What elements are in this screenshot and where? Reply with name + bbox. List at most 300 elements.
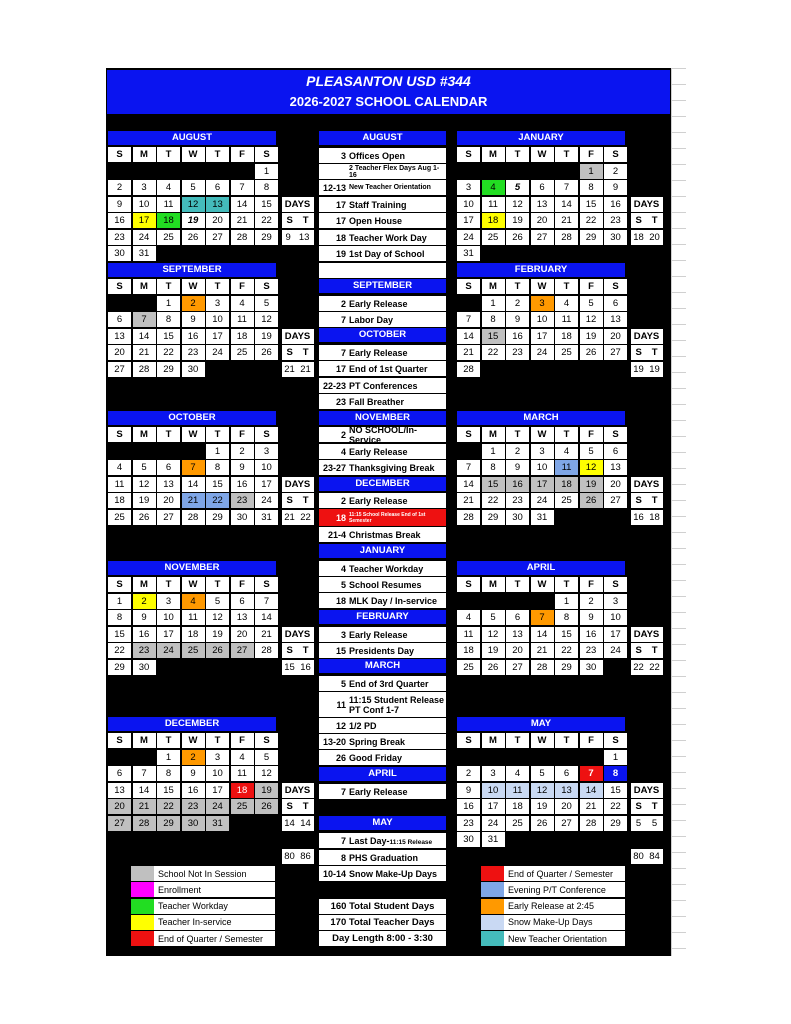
day-cell: 15 <box>157 329 180 344</box>
day-cell: 27 <box>506 660 529 675</box>
day-length: Day Length 8:00 - 3:30 <box>319 931 446 946</box>
day-cell: 8 <box>108 610 131 625</box>
weekday-label: F <box>231 279 254 294</box>
weekday-label: F <box>580 427 603 442</box>
day-cell: 27 <box>604 345 627 360</box>
weekday-label: S <box>604 279 627 294</box>
day-cell: 20 <box>206 213 229 228</box>
day-cell: 13 <box>506 627 529 642</box>
day-cell: 24 <box>531 345 554 360</box>
day-cell: 4 <box>157 180 180 195</box>
day-cell: 24 <box>206 345 229 360</box>
weekday-label: S <box>457 577 480 592</box>
day-cell: 31 <box>457 246 480 261</box>
legend-swatch <box>131 882 154 897</box>
day-cell: 30 <box>580 660 603 675</box>
legend-label: Teacher In-service <box>158 917 232 928</box>
event-row <box>319 833 446 848</box>
event-name: Open House <box>349 215 403 226</box>
legend-label: End of Quarter / Semester <box>158 933 264 944</box>
month-header: JANUARY <box>457 131 625 145</box>
day-cell: 28 <box>457 362 480 377</box>
day-cell: 28 <box>133 362 156 377</box>
day-cell: 24 <box>206 799 229 814</box>
day-cell: 26 <box>255 799 278 814</box>
event-name: End of 1st Quarter <box>349 363 428 374</box>
event-date: 3 <box>340 150 346 161</box>
event-row <box>319 509 446 526</box>
days-count <box>631 230 663 245</box>
day-cell: 5 <box>255 750 278 765</box>
day-cell: 23 <box>182 345 205 360</box>
day-cell: 2 <box>604 164 627 179</box>
day-cell: 8 <box>580 180 603 195</box>
event-row <box>319 424 446 445</box>
days-value: 5 <box>635 817 642 829</box>
event-row <box>319 378 446 393</box>
weekday-label: S <box>255 279 278 294</box>
weekday-label: S <box>604 427 627 442</box>
day-cell: 6 <box>604 296 627 311</box>
quarter-days-header <box>282 493 314 508</box>
event-row <box>319 493 446 508</box>
day-cell: 20 <box>231 627 254 642</box>
day-cell: 17 <box>157 627 180 642</box>
day-cell: 10 <box>157 610 180 625</box>
days-value: 18 <box>633 231 644 243</box>
days-label: DAYS <box>631 477 663 492</box>
legend-swatch <box>481 899 504 914</box>
weekday-label: S <box>108 733 131 748</box>
event-row <box>319 213 446 228</box>
weekday-label: F <box>231 147 254 162</box>
event-row <box>319 148 446 163</box>
t-label: T <box>651 801 658 812</box>
day-cell: 25 <box>231 345 254 360</box>
day-cell: 10 <box>531 460 554 475</box>
weekday-label: T <box>206 733 229 748</box>
day-cell: 18 <box>108 493 131 508</box>
day-cell: 24 <box>482 816 505 831</box>
day-cell: 6 <box>604 444 627 459</box>
event-date: 5 <box>340 579 346 590</box>
event-date: 23-27 <box>322 462 346 473</box>
event-name: 1/2 PD <box>349 720 377 731</box>
day-cell: 16 <box>182 329 205 344</box>
event-name: Labor Day <box>349 314 394 325</box>
days-count <box>282 660 314 675</box>
event-date: 26 <box>335 752 346 763</box>
event-date: 7 <box>340 347 346 358</box>
day-cell: 16 <box>108 213 131 228</box>
day-cell: 18 <box>482 213 505 228</box>
day-cell: 15 <box>206 477 229 492</box>
event-date: 18 <box>335 512 346 523</box>
day-cell: 12 <box>206 610 229 625</box>
day-cell: 8 <box>555 610 578 625</box>
day-cell: 8 <box>157 766 180 781</box>
event-name: 11:15 Student Release PT Conf 1-7 <box>349 694 445 715</box>
day-cell: 22 <box>604 799 627 814</box>
day-cell: 22 <box>108 643 131 658</box>
total-value: 80 <box>633 850 644 862</box>
weekday-label: W <box>531 147 554 162</box>
day-cell: 9 <box>580 610 603 625</box>
day-cell: 22 <box>482 345 505 360</box>
day-cell: 4 <box>555 296 578 311</box>
day-cell: 13 <box>604 312 627 327</box>
day-cell: 5 <box>255 296 278 311</box>
event-note: 11:15 Release <box>389 838 433 846</box>
day-cell: 28 <box>531 660 554 675</box>
event-date: 2 <box>340 495 346 506</box>
days-count <box>282 362 314 377</box>
day-cell: 14 <box>531 627 554 642</box>
day-cell: 12 <box>255 312 278 327</box>
day-cell: 25 <box>157 230 180 245</box>
days-value: 9 <box>285 231 291 243</box>
total-value: 80 <box>284 850 295 862</box>
day-cell: 19 <box>133 493 156 508</box>
weekday-label: M <box>482 279 505 294</box>
day-cell: 2 <box>580 594 603 609</box>
event-name: Last Day-11:15 Release <box>349 835 433 846</box>
event-row <box>319 180 446 195</box>
event-month-header: OCTOBER <box>319 328 446 342</box>
day-cell: 23 <box>506 345 529 360</box>
day-cell: 5 <box>580 444 603 459</box>
day-cell: 6 <box>506 610 529 625</box>
weekday-label: W <box>182 577 205 592</box>
weekday-label: W <box>182 279 205 294</box>
days-value: 22 <box>633 661 644 673</box>
day-cell: 28 <box>133 816 156 831</box>
day-cell: 12 <box>531 783 554 798</box>
day-cell: 27 <box>604 493 627 508</box>
days-value: 16 <box>300 661 311 673</box>
day-cell: 24 <box>133 230 156 245</box>
day-cell: 23 <box>133 643 156 658</box>
day-cell: 21 <box>231 213 254 228</box>
day-cell: 4 <box>555 444 578 459</box>
event-name: 2 Teacher Flex Days Aug 1-16 <box>349 164 440 179</box>
day-cell: 6 <box>108 766 131 781</box>
day-cell: 13 <box>108 783 131 798</box>
day-cell: 16 <box>580 627 603 642</box>
day-cell: 21 <box>457 493 480 508</box>
event-date: 11 <box>336 699 346 710</box>
event-date: 18 <box>335 232 346 243</box>
event-row <box>319 593 446 608</box>
day-cell: 17 <box>482 799 505 814</box>
day-cell: 3 <box>531 444 554 459</box>
weekday-label: T <box>506 279 529 294</box>
day-cell: 19 <box>580 329 603 344</box>
legend-label: New Teacher Orientation <box>508 933 607 944</box>
event-month-header: APRIL <box>319 767 446 781</box>
legend-swatch <box>131 866 154 881</box>
weekday-label: W <box>531 279 554 294</box>
calendar-title <box>107 70 670 114</box>
month-header: FEBRUARY <box>457 263 625 277</box>
event-name: Early Release <box>349 347 408 358</box>
day-cell: 3 <box>133 180 156 195</box>
day-cell: 16 <box>182 783 205 798</box>
day-cell: 20 <box>108 799 131 814</box>
event-date: 17 <box>335 363 346 374</box>
legend-swatch <box>131 931 154 946</box>
month-header: APRIL <box>457 561 625 575</box>
day-cell: 28 <box>231 230 254 245</box>
weekday-label: S <box>604 733 627 748</box>
day-cell: 5 <box>133 460 156 475</box>
day-cell: 8 <box>255 180 278 195</box>
day-cell: 27 <box>108 816 131 831</box>
event-date: 22-23 <box>322 380 346 391</box>
days-value: 21 <box>284 363 295 375</box>
day-cell: 19 <box>506 213 529 228</box>
spreadsheet-gridlines <box>671 68 686 956</box>
day-cell: 13 <box>231 610 254 625</box>
legend-label: Teacher Workday <box>158 901 228 912</box>
day-cell: 2 <box>133 594 156 609</box>
legend-swatch <box>131 899 154 914</box>
total-student-days: 160 Total Student Days <box>319 899 446 914</box>
weekday-label: T <box>157 577 180 592</box>
weekday-label: W <box>182 427 205 442</box>
days-count <box>282 230 314 245</box>
day-cell: 23 <box>108 230 131 245</box>
day-cell: 7 <box>457 460 480 475</box>
legend-label: Snow Make-Up Days <box>508 917 593 928</box>
day-cell: 28 <box>255 643 278 658</box>
day-cell: 23 <box>231 493 254 508</box>
day-cell: 18 <box>555 329 578 344</box>
day-cell: 31 <box>482 832 505 847</box>
day-cell: 29 <box>555 660 578 675</box>
day-cell: 15 <box>157 783 180 798</box>
weekday-label: S <box>457 147 480 162</box>
day-cell: 17 <box>531 477 554 492</box>
s-label: S <box>635 347 642 358</box>
day-cell: 2 <box>108 180 131 195</box>
quarter-days-header <box>631 493 663 508</box>
day-cell: 27 <box>555 816 578 831</box>
day-cell: 14 <box>555 197 578 212</box>
weekday-label: M <box>482 733 505 748</box>
day-cell: 19 <box>531 799 554 814</box>
day-cell: 14 <box>231 197 254 212</box>
event-row <box>319 361 446 376</box>
event-name: Good Friday <box>349 752 403 763</box>
day-cell: 9 <box>133 610 156 625</box>
s-label: S <box>635 801 642 812</box>
days-count <box>282 510 314 525</box>
day-cell: 17 <box>255 477 278 492</box>
day-cell: 6 <box>157 460 180 475</box>
legend-swatch <box>131 915 154 930</box>
day-cell: 7 <box>457 312 480 327</box>
day-cell: 6 <box>206 180 229 195</box>
day-cell: 31 <box>206 816 229 831</box>
semester-total <box>282 849 314 864</box>
day-cell: 11 <box>555 312 578 327</box>
quarter-days-header <box>282 643 314 658</box>
day-cell: 3 <box>531 296 554 311</box>
day-cell: 15 <box>482 329 505 344</box>
weekday-label: T <box>157 427 180 442</box>
day-cell: 9 <box>457 783 480 798</box>
weekday-label: T <box>555 733 578 748</box>
weekday-label: W <box>182 147 205 162</box>
event-name: Early Release <box>349 786 408 797</box>
day-cell: 10 <box>457 197 480 212</box>
day-cell: 10 <box>604 610 627 625</box>
day-cell: 2 <box>506 444 529 459</box>
legend-swatch <box>481 882 504 897</box>
day-cell: 2 <box>182 296 205 311</box>
event-month-header: SEPTEMBER <box>319 279 446 293</box>
days-value: 14 <box>284 817 295 829</box>
weekday-label: W <box>182 733 205 748</box>
event-name: Spring Break <box>349 736 406 747</box>
legend-item <box>131 866 275 881</box>
event-name: New Teacher Orientation <box>349 184 431 191</box>
legend-item <box>131 931 275 946</box>
event-date: 10-14 <box>322 868 346 879</box>
weekday-label: T <box>157 733 180 748</box>
days-label: DAYS <box>282 329 314 344</box>
weekday-label: F <box>580 147 603 162</box>
day-cell: 27 <box>157 510 180 525</box>
day-cell: 12 <box>482 627 505 642</box>
days-value: 22 <box>649 661 660 673</box>
month-header: MAY <box>457 717 625 731</box>
day-cell: 26 <box>580 345 603 360</box>
event-row <box>319 246 446 261</box>
day-cell: 14 <box>457 477 480 492</box>
weekday-label: T <box>555 577 578 592</box>
day-cell: 4 <box>506 766 529 781</box>
day-cell: 24 <box>604 643 627 658</box>
days-label: DAYS <box>631 329 663 344</box>
day-cell: 12 <box>255 766 278 781</box>
days-value: 5 <box>651 817 658 829</box>
day-cell: 29 <box>255 230 278 245</box>
event-month-header: NOVEMBER <box>319 411 446 425</box>
legend-label: Evening P/T Conference <box>508 884 606 895</box>
day-cell: 18 <box>231 329 254 344</box>
day-cell: 5 <box>182 180 205 195</box>
day-cell: 7 <box>255 594 278 609</box>
event-row <box>319 230 446 245</box>
day-cell: 26 <box>580 493 603 508</box>
day-cell: 9 <box>182 766 205 781</box>
day-cell: 19 <box>482 643 505 658</box>
event-row <box>319 784 446 799</box>
legend-item <box>131 899 275 914</box>
weekday-label: S <box>457 427 480 442</box>
day-cell: 22 <box>255 213 278 228</box>
weekday-label: T <box>206 577 229 592</box>
day-cell: 14 <box>457 329 480 344</box>
weekday-label: S <box>108 427 131 442</box>
legend-item <box>481 931 625 946</box>
day-cell: 11 <box>182 610 205 625</box>
day-cell: 3 <box>206 750 229 765</box>
day-cell: 25 <box>457 660 480 675</box>
day-cell: 20 <box>531 213 554 228</box>
day-cell: 9 <box>108 197 131 212</box>
day-cell: 18 <box>182 627 205 642</box>
day-cell: 4 <box>108 460 131 475</box>
month-header: AUGUST <box>108 131 276 145</box>
s-label: S <box>286 801 293 812</box>
event-date: 8 <box>340 852 346 863</box>
day-cell: 19 <box>206 627 229 642</box>
event-row <box>319 394 446 409</box>
weekday-label: T <box>206 147 229 162</box>
day-cell: 27 <box>108 362 131 377</box>
weekday-label: F <box>231 427 254 442</box>
legend-item <box>481 882 625 897</box>
event-name: Early Release <box>349 495 408 506</box>
day-cell: 13 <box>604 460 627 475</box>
weekday-label: M <box>482 147 505 162</box>
event-date: 15 <box>335 645 346 656</box>
event-name: Presidents Day <box>349 645 415 656</box>
total-value: 86 <box>300 850 311 862</box>
calendar-year: 2026-2027 SCHOOL CALENDAR <box>289 94 488 109</box>
day-cell: 27 <box>231 643 254 658</box>
day-cell: 18 <box>457 643 480 658</box>
day-cell: 11 <box>555 460 578 475</box>
weekday-label: S <box>255 577 278 592</box>
district-name: PLEASANTON USD #344 <box>306 73 471 89</box>
day-cell: 15 <box>604 783 627 798</box>
day-cell: 16 <box>506 329 529 344</box>
day-cell: 3 <box>482 766 505 781</box>
event-row <box>319 312 446 327</box>
days-value: 21 <box>284 511 295 523</box>
day-cell: 2 <box>182 750 205 765</box>
event-name: Thanksgiving Break <box>349 462 435 473</box>
s-label: S <box>286 645 293 656</box>
day-cell: 19 <box>255 329 278 344</box>
month-header: SEPTEMBER <box>108 263 276 277</box>
day-cell: 16 <box>506 477 529 492</box>
legend-label: Enrollment <box>158 884 202 895</box>
day-cell: 26 <box>206 643 229 658</box>
day-cell: 5 <box>580 296 603 311</box>
weekday-label: M <box>482 427 505 442</box>
day-cell: 24 <box>457 230 480 245</box>
day-cell: 8 <box>206 460 229 475</box>
event-name: Early Release <box>349 629 408 640</box>
event-name: 1st Day of School <box>349 248 425 259</box>
day-cell: 19 <box>255 783 278 798</box>
day-cell: 9 <box>506 460 529 475</box>
day-cell: 6 <box>555 766 578 781</box>
t-label: T <box>651 495 658 506</box>
event-name: Fall Breather <box>349 396 405 407</box>
day-cell: 31 <box>133 246 156 261</box>
day-cell: 22 <box>555 643 578 658</box>
t-label: T <box>302 645 309 656</box>
day-cell: 9 <box>182 312 205 327</box>
day-cell: 30 <box>182 816 205 831</box>
day-cell: 17 <box>531 329 554 344</box>
